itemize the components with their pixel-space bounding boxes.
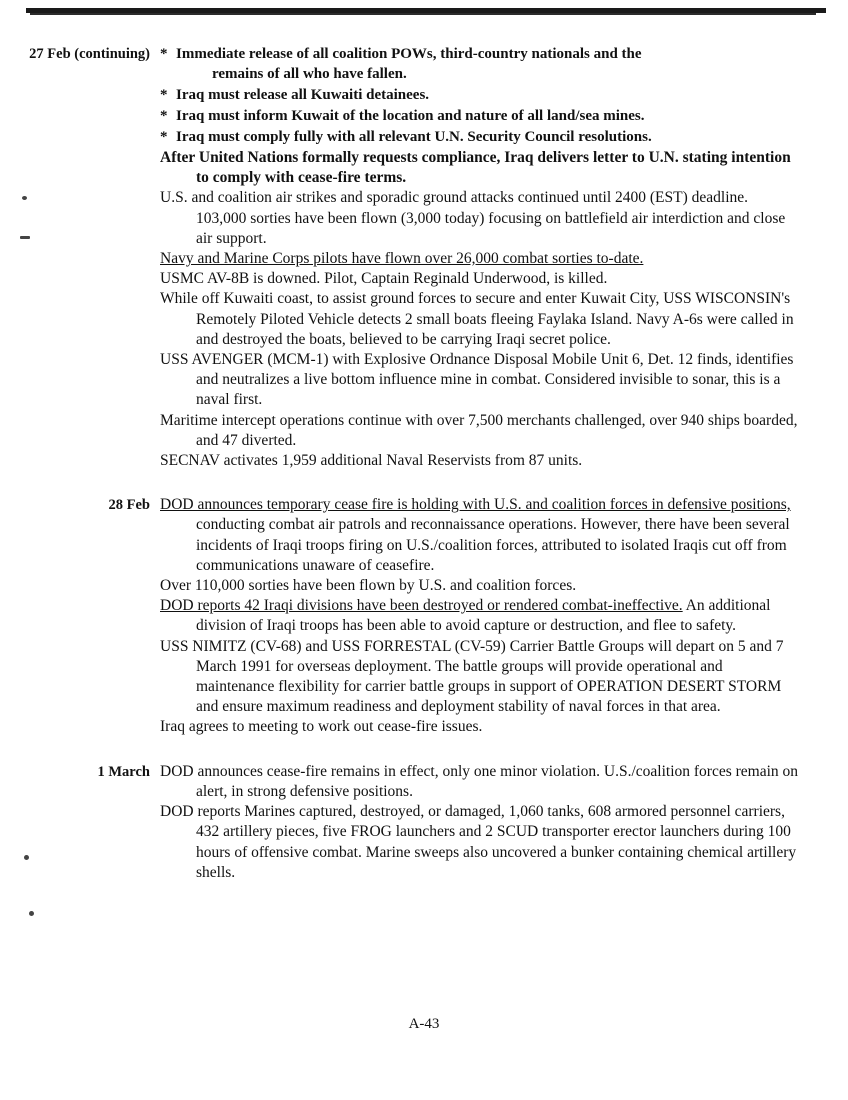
bullet-item (160, 127, 800, 147)
entry-paragraph (160, 495, 800, 576)
entry-paragraph: U.S. and coalition air strikes and sporadic ground attacks continued until 2400 (EST) deadline. 103,000 sorties have been flown (3,000 today) focusing on battlefield air interdiction and close air support. (160, 189, 786, 247)
entry-paragraph: USS AVENGER (MCM-1) with Explosive Ordnance Disposal Mobile Unit 6, Det. 12 finds, identifies and neutralizes a live bottom influence mine in combat. Considered invisible to sonar, this is a naval first. (160, 351, 794, 409)
entry-body (160, 44, 848, 471)
bullet-marker: * (160, 129, 168, 145)
entry-date: 28 Feb (108, 497, 150, 514)
entry-paragraph: USS NIMITZ (CV-68) and USS FORRESTAL (CV-59) Carrier Battle Groups will depart on 5 and 7 March 1991 for overseas deployment. The battle groups will provide operational and maintenance flexibility for carrier battle groups in support of OPERATION DESERT STORM and ensure maximum readiness and deployment stability of naval forces in that area. (160, 637, 784, 716)
entry-paragraph: Over 110,000 sorties have been flown by U.S. and coalition forces. (160, 577, 577, 595)
page-number: A-43 (408, 1016, 440, 1032)
document-body (0, 44, 848, 901)
log-entry (0, 762, 848, 883)
entry-paragraph: After United Nations formally requests compliance, Iraq delivers letter to U.N. stating intention to comply with cease-fire terms. (160, 149, 791, 187)
entry-body (160, 495, 848, 737)
log-entry (0, 495, 848, 737)
entry-paragraph (160, 596, 800, 636)
entry-body (160, 762, 848, 883)
bullet-text (176, 44, 800, 84)
bullet-item (160, 44, 800, 84)
underlined-lead: DOD announces temporary cease fire is holding with U.S. and coalition forces in defensive positions, (160, 496, 791, 514)
underlined-lead: DOD reports 42 Iraqi divisions have been destroyed or rendered combat-ineffective. (160, 597, 683, 615)
bullet-line: remains of all who have fallen. (212, 66, 407, 82)
bullet-item (160, 85, 800, 105)
paragraph-rest: An additional division of Iraqi troops has been able to avoid capture or destruction, and flee to safety. (196, 597, 771, 635)
log-entry (0, 44, 848, 471)
bullet-item (160, 106, 800, 126)
entry-paragraph: USMC AV-8B is downed. Pilot, Captain Reginald Underwood, is killed. (160, 270, 608, 288)
bullet-marker: * (160, 87, 168, 103)
scan-speck (29, 911, 34, 916)
entry-paragraph-underlined: Navy and Marine Corps pilots have flown over 26,000 combat sorties to-date. (160, 250, 644, 268)
entry-paragraph: DOD announces cease-fire remains in effect, only one minor violation. U.S./coalition forces remain on alert, in strong defensive positions. (160, 762, 799, 800)
entry-date: 1 March (97, 763, 150, 780)
entry-paragraph: Iraq agrees to meeting to work out cease-fire issues. (160, 718, 483, 736)
bullet-marker: * (160, 108, 168, 124)
bullet-text: Iraq must inform Kuwait of the location and nature of all land/sea mines. (176, 108, 645, 124)
bullet-text: Iraq must release all Kuwaiti detainees. (176, 87, 430, 103)
entry-paragraph: DOD reports Marines captured, destroyed, or damaged, 1,060 tanks, 608 armored personnel carriers, 432 artillery pieces, five FROG launchers and 2 SCUD transporter erector launchers during 100 hours of offensive combat. Marine sweeps also uncovered a bunker containing chemical artillery shells. (160, 803, 797, 881)
entry-paragraph: Maritime intercept operations continue with over 7,500 merchants challenged, over 940 ships boarded, and 47 diverted. (160, 411, 798, 449)
bullet-marker: * (160, 46, 168, 62)
scan-artifact-bar-thin (30, 13, 816, 15)
bullet-text: Iraq must comply fully with all relevant U.N. Security Council resolutions. (176, 129, 652, 145)
paragraph-rest: conducting combat air patrols and reconnaissance operations. However, there have been several incidents of Iraqi troops firing on U.S./coalition forces, attributed to isolated Iraqis cut off from communications unaware of ceasefire. (196, 516, 790, 574)
bullet-line: Immediate release of all coalition POWs, third-country nationals and the (176, 46, 642, 62)
entry-date: 27 Feb (continuing) (29, 46, 150, 62)
entry-paragraph: SECNAV activates 1,959 additional Naval Reservists from 87 units. (160, 452, 583, 470)
entry-paragraph: While off Kuwaiti coast, to assist ground forces to secure and enter Kuwait City, USS WISCONSIN's Remotely Piloted Vehicle detects 2 small boats fleeing Faylaka Island. Navy A-6s were called in and destroyed the boats, believed to be carrying Iraqi secret police. (160, 290, 794, 348)
